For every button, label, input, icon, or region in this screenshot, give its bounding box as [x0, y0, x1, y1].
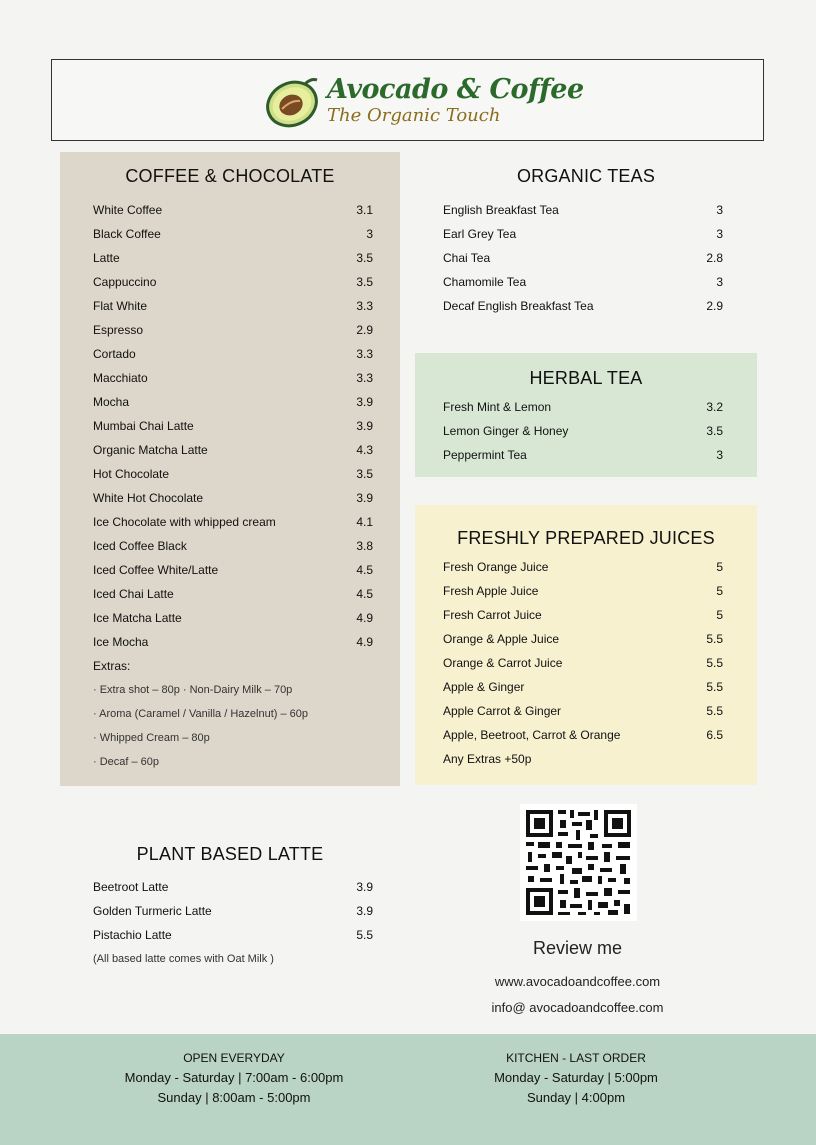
item-price: 3.9: [356, 491, 373, 505]
menu-item: [93, 342, 373, 366]
menu-item: [93, 462, 373, 486]
item-name: Beetroot Latte: [93, 880, 169, 894]
item-name: Orange & Apple Juice: [443, 632, 560, 646]
menu-item: [443, 675, 723, 699]
item-price: 5.5: [706, 704, 723, 718]
section-title: ORGANIC TEAS: [516, 166, 656, 186]
item-price: 5.5: [706, 632, 723, 646]
herbal-item-list: [443, 395, 723, 467]
item-price: 3.9: [356, 904, 373, 918]
item-price: 3.3: [356, 299, 373, 313]
item-price: 3.5: [356, 467, 373, 481]
item-price: 6.5: [706, 728, 723, 742]
item-price: 5.5: [706, 680, 723, 694]
item-price: 5.5: [706, 656, 723, 670]
item-name: Orange & Carrot Juice: [443, 656, 563, 670]
menu-item: [93, 390, 373, 414]
menu-item: [93, 366, 373, 390]
menu-item: [93, 222, 373, 246]
menu-item: [93, 198, 373, 222]
kitchen-sunday: Sunday | 4:00pm: [526, 1090, 626, 1105]
item-price: 3: [716, 448, 723, 462]
review-title: Review me: [532, 938, 623, 958]
item-price: 3.9: [356, 419, 373, 433]
item-name: Hot Chocolate: [93, 467, 170, 481]
item-name: English Breakfast Tea: [443, 203, 559, 217]
item-name: Fresh Mint & Lemon: [443, 400, 552, 414]
item-price: 3.9: [356, 395, 373, 409]
item-price: 3.3: [356, 347, 373, 361]
item-price: 3: [366, 227, 373, 241]
item-name: Apple Carrot & Ginger: [443, 704, 562, 718]
item-name: Flat White: [93, 299, 148, 313]
opening-hours-weekdays: Monday - Saturday | 7:00am - 6:00pm: [124, 1070, 344, 1085]
footer-hours: [0, 1034, 816, 1145]
extras-label: Extras:: [93, 659, 131, 673]
item-name: Earl Grey Tea: [443, 227, 517, 241]
coffee-chocolate-section: [60, 152, 400, 786]
teas-item-list: [443, 198, 723, 318]
item-price: 4.5: [356, 563, 373, 577]
item-name: Decaf English Breakfast Tea: [443, 299, 594, 313]
item-price: 4.1: [356, 515, 373, 529]
item-name: Apple & Ginger: [443, 680, 525, 694]
item-price: 3.5: [706, 424, 723, 438]
item-name: Latte: [93, 251, 120, 265]
item-name: Pistachio Latte: [93, 928, 172, 942]
section-title: PLANT BASED LATTE: [136, 844, 324, 864]
menu-item: [93, 558, 373, 582]
note-text: Any Extras +50p: [443, 752, 532, 766]
item-name: Fresh Orange Juice: [443, 560, 549, 574]
kitchen-weekdays: Monday - Saturday | 5:00pm: [494, 1070, 658, 1085]
item-price: 4.9: [356, 635, 373, 649]
email-link[interactable]: info@ avocadoandcoffee.com: [491, 1000, 664, 1015]
menu-item: [443, 270, 723, 294]
extra-line: · Decaf – 60p: [93, 756, 160, 768]
menu-item: [443, 443, 723, 467]
item-price: 5: [716, 560, 723, 574]
avocado-logo-icon: [265, 76, 323, 128]
organic-teas-section: [415, 152, 757, 322]
brand-name: Avocado & Coffee: [327, 74, 584, 105]
header-banner: [51, 59, 764, 141]
item-name: Fresh Carrot Juice: [443, 608, 542, 622]
opening-hours-sunday: Sunday | 8:00am - 5:00pm: [157, 1090, 311, 1105]
herbal-tea-section: [415, 353, 757, 477]
item-name: Peppermint Tea: [443, 448, 527, 462]
item-price: 3: [716, 275, 723, 289]
item-price: 3.1: [356, 203, 373, 217]
item-price: 4.9: [356, 611, 373, 625]
extra-line: · Whipped Cream – 80p: [93, 732, 210, 744]
qr-code-icon[interactable]: [520, 804, 637, 921]
item-name: Ice Mocha: [93, 635, 149, 649]
item-name: Fresh Apple Juice: [443, 584, 539, 598]
item-price: 3.5: [356, 251, 373, 265]
item-price: 2.8: [706, 251, 723, 265]
item-price: 4.5: [356, 587, 373, 601]
item-price: 2.9: [356, 323, 373, 337]
item-name: Organic Matcha Latte: [93, 443, 208, 457]
kitchen-title: KITCHEN - LAST ORDER: [506, 1051, 646, 1065]
item-name: Apple, Beetroot, Carrot & Orange: [443, 728, 621, 742]
item-name: Chamomile Tea: [443, 275, 527, 289]
menu-item: [443, 395, 723, 419]
item-price: 5: [716, 584, 723, 598]
item-price: 3.5: [356, 275, 373, 289]
menu-item: [443, 651, 723, 675]
plant-based-latte-section: [60, 830, 400, 980]
menu-item: [93, 630, 373, 654]
menu-item: [93, 246, 373, 270]
item-name: White Hot Chocolate: [93, 491, 204, 505]
item-price: 3.2: [706, 400, 723, 414]
item-name: Espresso: [93, 323, 144, 337]
website-link[interactable]: www.avocadoandcoffee.com: [494, 974, 661, 989]
qr-code-graphic: [520, 804, 637, 921]
menu-item: [443, 294, 723, 318]
item-price: 3.9: [356, 880, 373, 894]
item-price: 3.8: [356, 539, 373, 553]
brand-tagline: The Organic Touch: [327, 105, 501, 126]
item-price: 2.9: [706, 299, 723, 313]
menu-item: [443, 198, 723, 222]
menu-item: [443, 419, 723, 443]
item-name: Ice Chocolate with whipped cream: [93, 515, 276, 529]
section-title: FRESHLY PREPARED JUICES: [457, 528, 715, 548]
menu-item: [443, 246, 723, 270]
menu-item: [93, 534, 373, 558]
section-title: COFFEE & CHOCOLATE: [125, 166, 335, 186]
item-name: Golden Turmeric Latte: [93, 904, 212, 918]
item-price: 5.5: [356, 928, 373, 942]
extra-line: · Extra shot – 80p · Non-Dairy Milk – 70p: [93, 684, 293, 696]
menu-item: [93, 510, 373, 534]
menu-item: [93, 270, 373, 294]
item-name: Mocha: [93, 395, 130, 409]
item-name: Mumbai Chai Latte: [93, 419, 194, 433]
juices-item-list: [443, 555, 723, 771]
menu-item: [93, 318, 373, 342]
item-name: Ice Matcha Latte: [93, 611, 182, 625]
menu-item: [93, 606, 373, 630]
item-name: White Coffee: [93, 203, 163, 217]
item-name: Iced Coffee White/Latte: [93, 563, 219, 577]
plant-note: (All based latte comes with Oat Milk ): [93, 953, 274, 965]
item-price: 5: [716, 608, 723, 622]
extras-block: [93, 654, 373, 774]
extra-line: · Aroma (Caramel / Vanilla / Hazelnut) – 60p: [93, 708, 308, 720]
menu-item: [443, 627, 723, 651]
menu-item: [443, 555, 723, 579]
opening-hours-title: OPEN EVERYDAY: [183, 1051, 285, 1065]
menu-item: [93, 582, 373, 606]
section-title: HERBAL TEA: [529, 368, 643, 388]
menu-item: [443, 222, 723, 246]
menu-item: [443, 723, 723, 747]
item-name: Macchiato: [93, 371, 148, 385]
menu-item: [93, 438, 373, 462]
menu-item: [443, 603, 723, 627]
item-name: Cortado: [93, 347, 136, 361]
item-name: Cappuccino: [93, 275, 157, 289]
item-price: 3: [716, 203, 723, 217]
item-name: Chai Tea: [443, 251, 491, 265]
menu-item: [443, 699, 723, 723]
item-name: Iced Coffee Black: [93, 539, 187, 553]
coffee-item-list: [93, 198, 373, 654]
item-price: 3: [716, 227, 723, 241]
menu-item: [93, 414, 373, 438]
plant-item-list: [93, 875, 373, 971]
menu-item: [443, 579, 723, 603]
juices-extras-note: [443, 747, 723, 771]
menu-item: [93, 923, 373, 947]
juices-section: [415, 505, 757, 785]
item-name: Iced Chai Latte: [93, 587, 174, 601]
menu-item: [93, 875, 373, 899]
item-price: 3.3: [356, 371, 373, 385]
item-name: Black Coffee: [93, 227, 161, 241]
menu-item: [93, 294, 373, 318]
kitchen-last-order: [456, 1048, 696, 1108]
menu-item: [93, 486, 373, 510]
menu-item: [93, 899, 373, 923]
opening-hours: [104, 1048, 364, 1108]
item-name: Lemon Ginger & Honey: [443, 424, 569, 438]
item-price: 4.3: [356, 443, 373, 457]
